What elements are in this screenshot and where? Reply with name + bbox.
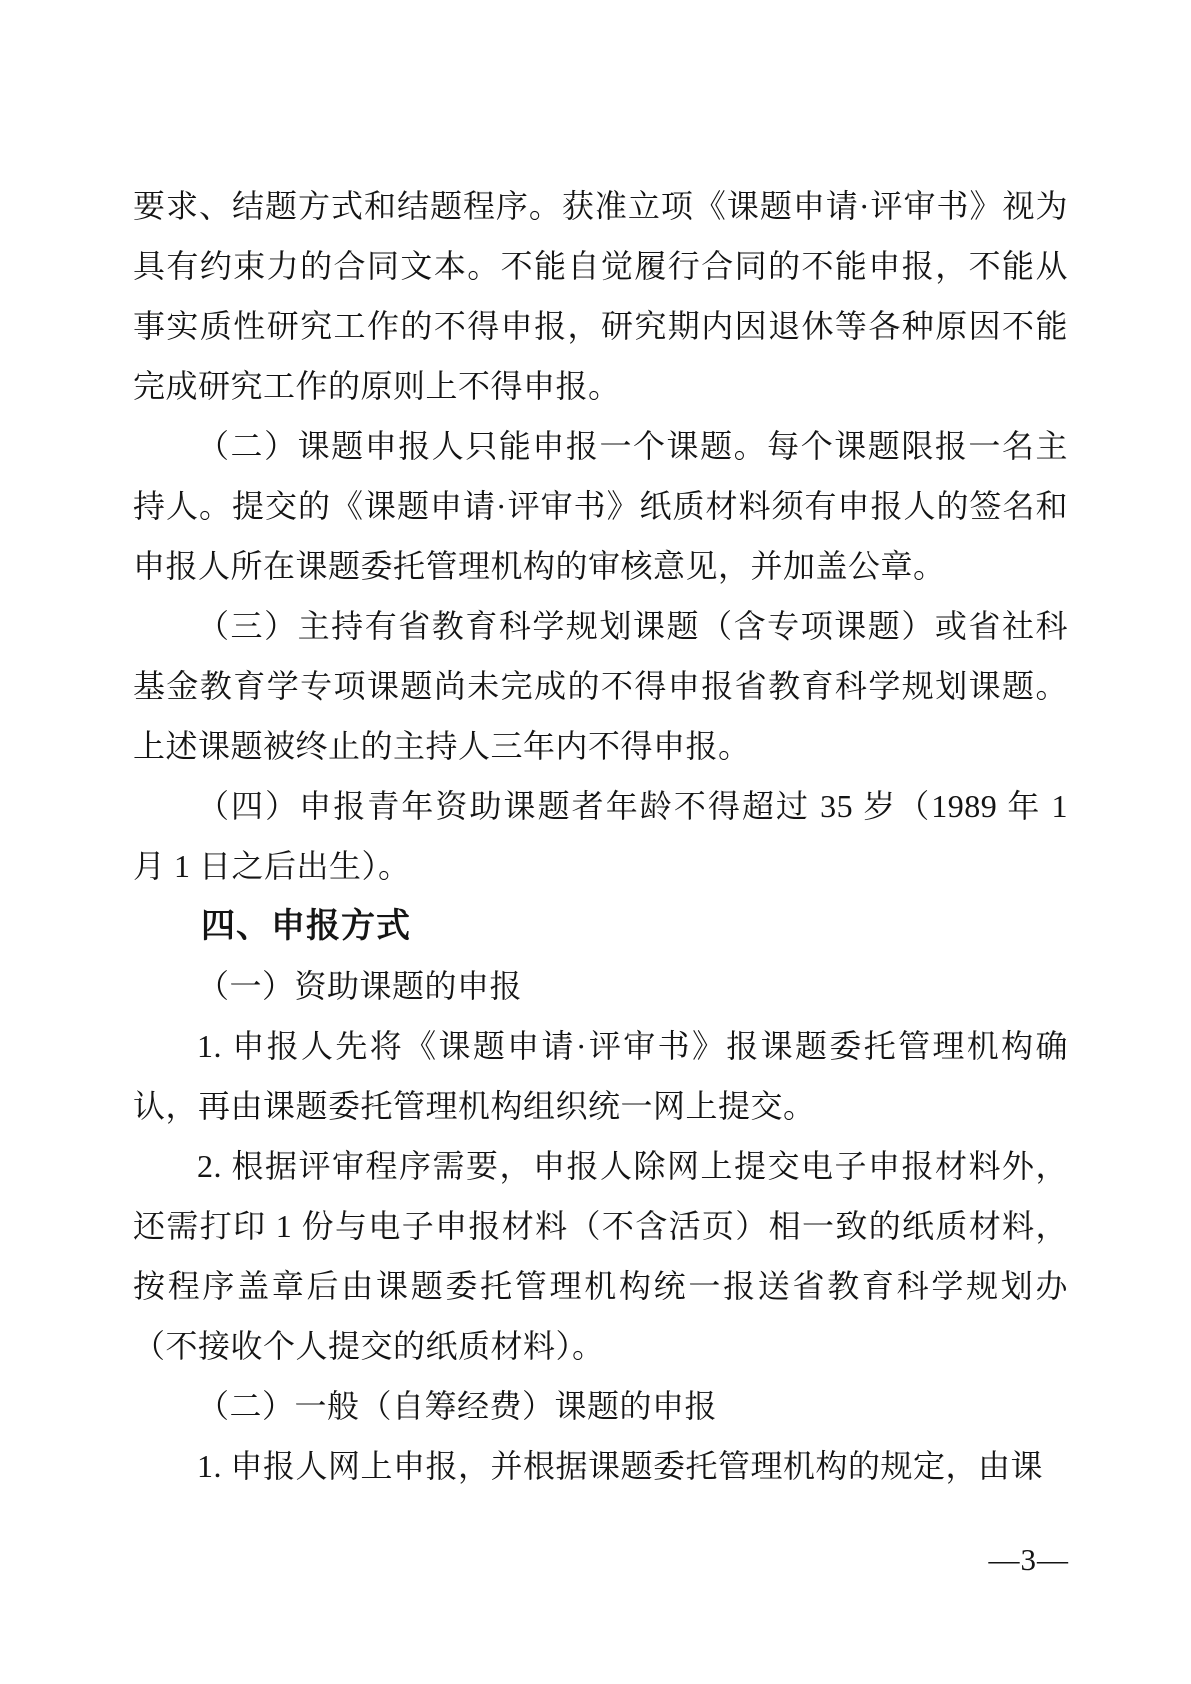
paragraph: 1. 申报人先将《课题申请·评审书》报课题委托管理机构确认，再由课题委托管理机构组织统一网上提交。 — [133, 1028, 1068, 1124]
paragraph: （三）主持有省教育科学规划课题（含专项课题）或省社科基金教育学专项课题尚未完成的不得申报省教育科学规划课题。上述课题被终止的主持人三年内不得申报。 — [133, 608, 1068, 764]
document-body — [133, 176, 1068, 1496]
paragraph: （四）申报青年资助课题者年龄不得超过 35 岁（1989 年 1 月 1 日之后出生）。 — [133, 788, 1068, 884]
section-heading: 四、申报方式 — [201, 907, 411, 945]
paragraph: （一）资助课题的申报 — [197, 968, 523, 1004]
paragraph: （二）课题申报人只能申报一个课题。每个课题限报一名主持人。提交的《课题申请·评审书》纸质材料须有申报人的签名和申报人所在课题委托管理机构的审核意见，并加盖公章。 — [133, 428, 1068, 584]
paragraph: 1. 申报人网上申报，并根据课题委托管理机构的规定，由课 — [197, 1448, 1044, 1484]
page-number: —3— — [988, 1542, 1069, 1577]
paragraph: 2. 根据评审程序需要，申报人除网上提交电子申报材料外，还需打印 1 份与电子申报材料（不含活页）相一致的纸质材料，按程序盖章后由课题委托管理机构统一报送省教育科学规划办（不接收个人提交的纸质材料）。 — [133, 1148, 1068, 1364]
paragraph: 要求、结题方式和结题程序。获准立项《课题申请·评审书》视为具有约束力的合同文本。不能自觉履行合同的不能申报，不能从事实质性研究工作的不得申报，研究期内因退休等各种原因不能完成研究工作的原则上不得申报。 — [133, 188, 1068, 404]
paragraph: （二）一般（自筹经费）课题的申报 — [197, 1388, 718, 1424]
